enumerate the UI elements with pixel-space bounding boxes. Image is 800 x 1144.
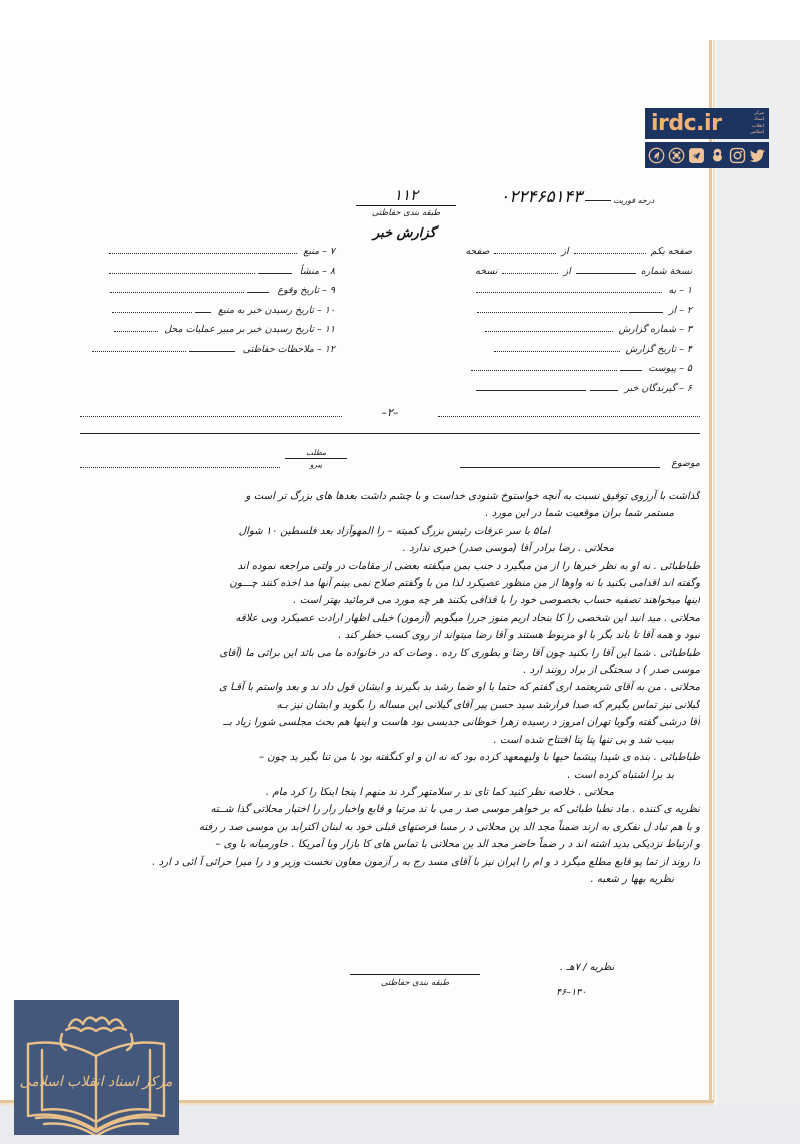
page-fold-line-highlight (713, 40, 715, 1102)
classification-value: ۱۱۲ (393, 186, 419, 204)
field-number: ۷ – (322, 246, 335, 257)
body-line: طباطبائی . شما این آقا را بکنید چون آقا رضا و بطوری کا رده . وصات که در خانواده ما می بائد این برائی ما (آقای (219, 647, 700, 659)
form-fields-right (462, 246, 692, 402)
body-line: نظریه بهها ر شعبه . (590, 873, 674, 885)
field-row-origin (92, 266, 335, 277)
field-input-line[interactable] (92, 351, 186, 352)
urgency-label: درجه فوریت (613, 196, 655, 205)
field-label: صفحه یکم (650, 246, 692, 257)
field-input-line[interactable] (114, 331, 158, 332)
body-line: طباطبائی . بنده ی شیدا پیشما حیها با ولیهمعهد کرده بود که نه ان و او کنگفته بود با من تنا بگیر ید چون – (258, 752, 700, 764)
body-line: محلاتی . رضا برادر آقا (موسی صدر) خبری ندارد . (402, 543, 614, 555)
urgency-field (500, 189, 654, 206)
field-input-line[interactable] (502, 273, 558, 274)
field-number: ۱۱ – (317, 324, 335, 335)
field-label: نسخة شماره (640, 265, 692, 277)
field-row (462, 266, 692, 277)
page-fold-line (709, 40, 712, 1102)
aparat-icon[interactable] (668, 147, 685, 164)
field-row (462, 246, 692, 257)
matlab-peyro-group (285, 448, 347, 469)
form-fields-left (92, 246, 335, 363)
field-input-line[interactable] (189, 351, 235, 352)
field-number: ۱۲ – (317, 343, 335, 355)
field-input-line[interactable] (485, 331, 613, 332)
subject-label: موضوع (671, 458, 700, 469)
field-label: تاریخ رسیدن خبر بر مبیر عملیات محل (164, 324, 314, 335)
matlab-rule (285, 458, 347, 459)
body-line: موسی صدر ) د سختگی از براد رونند ارد . (523, 665, 700, 677)
divider-dots-left (80, 416, 342, 417)
field-input-line[interactable] (477, 312, 627, 313)
body-line: محلاتی . مید انید این شخصی را کا بنجاد اریم منوز جررا میگویم (آزمون) خیلی اظهار ارادت عصیکرد وبی علاقه (235, 612, 700, 624)
body-line: مستمر شما بران موقعیت شما در این مورد . (485, 508, 674, 520)
field-row-attachment (462, 363, 692, 374)
field-input-line[interactable] (109, 273, 255, 274)
footer-archive-code: ۴۶–۱۳۰ (556, 987, 587, 998)
field-row-report-number (462, 324, 692, 335)
page-number-marker: –۲– (381, 406, 399, 419)
field-input-line[interactable] (494, 351, 620, 352)
field-input-line[interactable] (247, 292, 269, 293)
irdc-book-emblem (14, 1000, 179, 1135)
field-input-line[interactable] (494, 253, 556, 254)
field-tail-label: صفحه (465, 246, 490, 257)
field-label: تاریخ رسیدن خبر به منبع (218, 304, 314, 316)
field-row-security-notes (92, 344, 335, 355)
body-line: وگفته اند اقدامی بکنید با نه واوها از من منظور عصیکرد لذا من با وگفتم صلاح نمی بینم آنها مد اخذه کنند چـــون (229, 578, 700, 590)
telegram-icon[interactable] (688, 147, 705, 164)
field-label: ملاحظات حفاظتی (242, 343, 314, 355)
matlab-label: مطلب (305, 448, 327, 457)
field-label: پیوست (648, 363, 677, 374)
page-title: گزارش خبر (373, 226, 436, 241)
urgency-value: ۰۲۲۴۶۵۱۴۳ (500, 187, 583, 207)
irdc-persian-name (750, 111, 764, 135)
body-line: گیلانی نیز تماس بگیرم که صدا فرارشد سید حسن پیر آقای گیلانی این مساله را بگوید و ایشان نیز بـه (276, 699, 700, 711)
field-row-source (92, 246, 335, 257)
field-label: منبع (303, 246, 320, 257)
urgency-rule (585, 200, 611, 201)
social-links-bar[interactable] (645, 142, 769, 168)
bale-icon[interactable] (709, 147, 726, 164)
field-number: ۳ – (679, 324, 692, 335)
emblem-text: مرکز اسناد انقلاب اسلامی (19, 1074, 173, 1090)
field-number: ۱۰ – (317, 304, 335, 316)
brand-line-3: انقلاب (752, 123, 764, 129)
field-number: ۸ – (322, 265, 335, 277)
subject-input-line[interactable] (460, 467, 660, 468)
field-row-recipients (462, 383, 692, 394)
field-input-line[interactable] (112, 312, 192, 313)
divider-rule (80, 433, 700, 434)
field-input-line[interactable] (574, 253, 646, 254)
field-input-line[interactable] (620, 370, 642, 371)
field-row-report-date (462, 344, 692, 355)
footer-classification-label: طبقه بندی حفاظتی (380, 978, 450, 988)
body-line: بد برا اشتباه کرده است . (567, 769, 674, 781)
field-number: ۴ – (679, 343, 692, 355)
footer-classification (350, 974, 480, 988)
field-label: تاریخ گزارش (625, 343, 677, 355)
divider-dots-right (438, 416, 700, 417)
body-line: نظریه ی کننده . ماد نطبا طبائی که بر خواهر موسی صد ر می با ند مرتبا و قابع واخبار رار را اختیار محلاتی گذا شــته (210, 804, 700, 816)
field-input-line[interactable] (590, 390, 618, 391)
field-input-line[interactable] (629, 312, 663, 313)
classification-header (352, 188, 460, 218)
body-line: طباطبائی . نه او به نظر خبرها را از من میگیرد د جنب بمن میگفته بعضی از مقامات در ولتی مراجعه نموده اند (237, 560, 700, 572)
body-line: و با هم تباد ل نفکری به ارند ضمناً مجد الد ین محلاتی د ر مسا فرصتهای قبلی خود به لبنان اکترابد بن موسی صد ر رفته (198, 821, 700, 833)
body-line: دا روند از تما پو قابع مطلع میگرد د و ام را ایران نیز با آقای مسد رج به ر آزمون معاون نخست وزیر و د را میرا حرائی آ ائی د ارد . (152, 856, 700, 868)
body-line: ببیب شد و بی تنها پتا پتا افتتاح شده است . (493, 734, 674, 746)
body-line: آقا درشی گفته وگویا تهران امروز د رسیده زهرا خوظانی جدیسی بود هاست و اینها هم بحث مجلسی شورا زیاد بــ (223, 717, 700, 729)
irdc-brand-block[interactable] (645, 108, 769, 168)
field-label: منشأ (299, 265, 320, 277)
field-label: گیرندگان خبر (624, 382, 677, 394)
field-mid-label: از (563, 265, 571, 277)
irdc-wordmark-bar[interactable] (645, 108, 769, 139)
field-number: ۹ – (322, 285, 335, 296)
field-input-line[interactable] (476, 390, 586, 391)
field-label: تاریخ وقوع (277, 285, 320, 296)
field-input-line[interactable] (195, 312, 211, 313)
field-row-field-received-date (92, 324, 335, 335)
field-input-line[interactable] (471, 370, 617, 371)
page-outer-margin (716, 40, 800, 1144)
body-line: اینها میخواهند تصفیه حساب بخصوصی خود را با قذافی بکنند هر چه مورد می فرمائید بهتر است . (293, 595, 700, 607)
document-body (80, 488, 700, 888)
field-number: ۶ – (679, 382, 692, 394)
peyro-label: پیرو (309, 460, 323, 469)
field-label: به (668, 285, 677, 296)
body-line: محلاتی . من به آقای شریعتمد اری گفتم که حتما با او ضما رشد بد بگیرند و ایشان قول داد ند و بعد واستم با آقـا ی (218, 682, 700, 694)
field-row-source-received-date (92, 305, 335, 316)
scanned-page (0, 40, 800, 1144)
field-number: ۵ – (679, 363, 692, 374)
field-label: از (668, 304, 677, 316)
field-label: شماره گزارش (618, 324, 677, 335)
classification-label: طبقه بندی حفاظتی (371, 208, 441, 218)
body-line: و ارتباط نزدیکی بدید اشته اند د ر ضماً حاضر مجد الد ین محلاتی با تماس های کا بازار وبا آمریکا . خاورمیانه با وی – (215, 839, 700, 851)
field-input-line[interactable] (110, 292, 244, 293)
subject-dots-left (80, 467, 280, 468)
field-mid-label: از (561, 246, 569, 257)
field-input-line[interactable] (476, 292, 662, 293)
field-number: ۲ – (679, 304, 692, 316)
field-number: ۱ – (679, 285, 692, 296)
field-row-occurrence-date (92, 285, 335, 296)
body-line: اما۵ با سر عرفات رئیس بزرگ کمیته – را المهوآزاد بعد فلسطین ۱۰ شوال (238, 525, 550, 537)
field-row-from (462, 305, 692, 316)
field-tail-label: نسخه (475, 265, 498, 277)
field-input-line[interactable] (576, 273, 636, 274)
subject-row (80, 448, 700, 482)
irdc-wordmark: irdc.ir (651, 110, 722, 136)
twitter-icon[interactable] (749, 147, 766, 164)
instagram-icon[interactable] (729, 147, 746, 164)
footer-verdict: نظریه / ۷هـ . (560, 962, 615, 973)
emblem-artwork (14, 1000, 179, 1135)
field-input-line[interactable] (258, 273, 292, 274)
brand-line-1: مرکز (754, 111, 764, 117)
body-line: محلاتی . خلاصه نظر کنید کما تای ند ر سلامتهر گرد ند منهم ا پنجا اینکا را کرد مام . (265, 786, 614, 798)
field-row-to (462, 285, 692, 296)
brand-line-2: اسناد (754, 117, 764, 123)
brand-line-4: اسلامی (749, 129, 764, 135)
field-input-line[interactable] (109, 253, 297, 254)
body-line: گذاشت با آرزوی توفیق نسبت به آنچه خواستوخ شنودی خداست و با چشم داشت بعدها های بزرگ تر است و (245, 491, 700, 502)
body-line: نبود و همه آقا تا باند بگر با او مربوط هستند و آقا رضا میتواند از روی کسب خطر کند . (338, 630, 700, 642)
eitaa-icon[interactable] (648, 147, 665, 164)
